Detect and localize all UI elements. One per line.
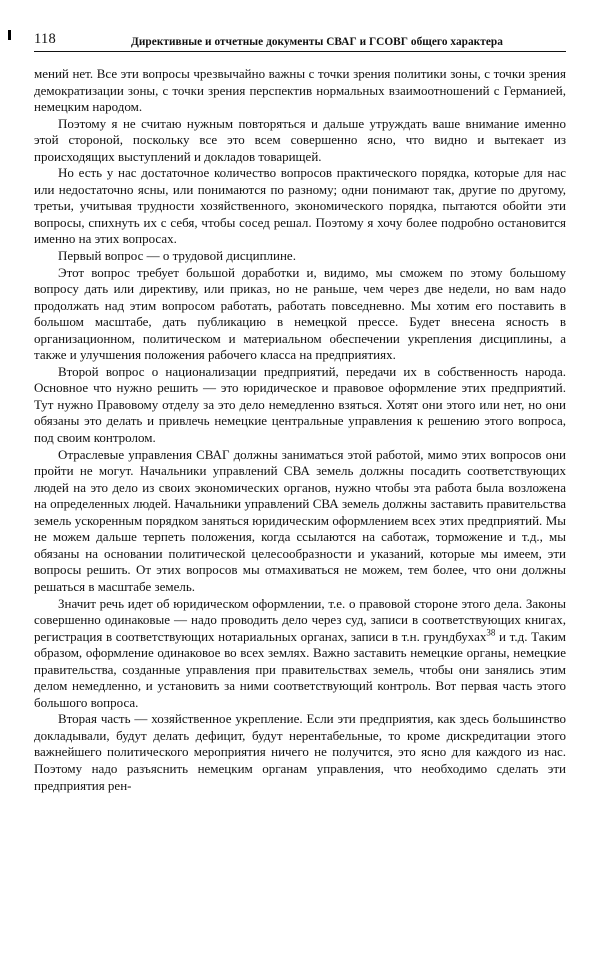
header-divider	[34, 51, 566, 52]
page-header	[34, 26, 566, 48]
paragraph-text-after-footnote: и т.д. Таким образом, оформление одинаковое во всех землях. Важно заставить немецкие органы, немецкие правительства, созданные управления при правительствах земель, чтобы они занялись этим делом немедленно, и установить за ними соответствующий контроль. Вот первая часть этого большого вопроса.	[34, 628, 567, 710]
paragraph-with-footnote	[34, 596, 566, 712]
page-number: 118	[34, 31, 57, 47]
paragraph: Этот вопрос требует большой доработки и, видимо, мы сможем по этому большому вопросу дать или директиву, или приказ, но не раньше, чем через две недели, но вам надо продолжать над этим вопросом работать, работать повседневно. Мы хотим его поставить в большом масштабе, дать публикацию в немецкой прессе. Будет внесена ясность в организационном, политическом и материальном обеспечении укрепления дисциплины, а также и улучшения положения рабочего класса на предприятиях.	[34, 264, 566, 363]
spine-mark	[8, 30, 11, 40]
footnote-marker: 38	[486, 627, 496, 638]
paragraph: мений нет. Все эти вопросы чрезвычайно важны с точки зрения политики зоны, с точки зрения демократизации зоны, с точки зрения перспектив нормальных взаимоотношений с Германией, немецким народом.	[34, 66, 566, 115]
paragraph: Поэтому я не считаю нужным повторяться и дальше утруждать ваше внимание именно этой стороной, поскольку все это всем совершенно ясно, что видно и вытекает из происходящих выступлений и докладов товарищей.	[34, 115, 566, 164]
paragraph: Но есть у нас достаточное количество вопросов практического порядка, которые для нас или недостаточно ясны, или понимаются по разному; одни понимают так, другие по другому, третьи, учитывая трудности хозяйственного, экономического порядка, пытаются обойти эти вопросы, спихнуть их с себя, чтобы сосед решал. Поэтому я хочу более подробно остановится именно на этих вопросах.	[34, 165, 566, 247]
paragraph: Вторая часть — хозяйственное укрепление. Если эти предприятия, как здесь большинство докладывали, будут делать дефицит, будут нерентабельные, то кроме дискредитации этого важнейшего политического мероприятия ничего не получится, это ясно для каждого из нас. Поэтому надо разъяснить немецким органам управления, что необходимо сделать эти предприятия рен-	[34, 711, 566, 793]
paragraph: Второй вопрос о национализации предприятий, передачи их в собственность народа. Основное что нужно решить — это юридическое и правовое оформление этих предприятий. Тут нужно Правовому отделу за это дело немедленно взяться. Хотят они этого или нет, но они обязаны это делать и привлечь немецкие центральные управления к решению этого вопроса, под своим контролом.	[34, 363, 566, 446]
paragraph-text-before-footnote: Значит речь идет об юридическом оформлении, т.е. о правовой стороне этого дела. Законы совершенно одинаковые — надо проводить дело через суд, записи в соответствующих книгах, регистрация в соответствующих нотариальных органах, записи в т.н. грундбухах	[34, 595, 566, 644]
paragraph: Отраслевые управления СВАГ должны заниматься этой работой, мимо этих вопросов они пройти не могут. Начальники управлений СВА земель должны посадить соответствующих людей на это дело из своих экономических органов, нужно чтобы эта работа была возложена на определенных людей. Начальники управлений СВА земель должны заставить правительства земель ускоренным порядком заняться юридическим оформлением всех этих предприятий. Мы не можем дальше терпеть положения, когда ссылаются на саботаж, торможение и т.д., мы обязаны на основании политической целесообразности и указаний, которые мы имеем, эти вопросы решить. От этих вопросов мы отмахиваться не можем, тем более, что они должны решаться в масштабе земель.	[34, 446, 566, 594]
running-head: Директивные и отчетные документы СВАГ и ГСОВГ общего характера	[131, 36, 503, 48]
paragraph: Первый вопрос — о трудовой дисциплине.	[58, 248, 296, 264]
body-text	[34, 66, 566, 794]
